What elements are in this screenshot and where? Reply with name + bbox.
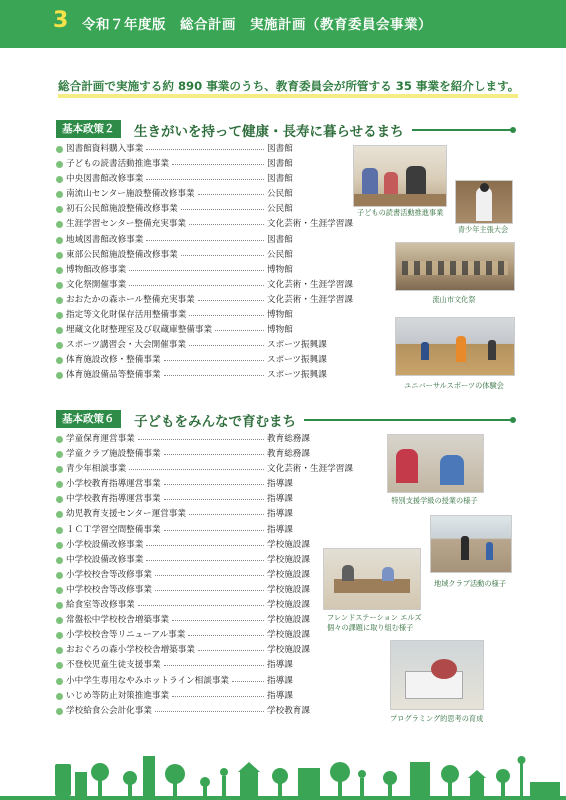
bullet-icon (56, 297, 63, 304)
department-name: 学校施設課 (267, 615, 310, 626)
list-item (56, 172, 366, 187)
department-name: 指導課 (267, 690, 293, 701)
bullet-icon (56, 357, 63, 364)
project-name: 学校給食公会計化事業 (66, 705, 152, 716)
leader-dots (146, 149, 264, 151)
bullet-icon (56, 572, 63, 579)
project-name: 学童クラブ施設整備事業 (66, 449, 161, 460)
photo-caption: 個々の課題に取り組む様子 (327, 623, 414, 632)
department-name: 指導課 (267, 494, 293, 505)
leader-dots (189, 315, 264, 317)
department-name: 教育総務課 (267, 434, 310, 444)
policy-badge: 基本政策６ (56, 410, 121, 428)
project-name: ＩＣＴ学習空間整備事業 (66, 524, 161, 535)
bullet-icon (56, 436, 63, 443)
leader-dots (188, 635, 264, 637)
bullet-icon (56, 176, 63, 183)
list-item (56, 217, 366, 232)
list-item (56, 278, 366, 293)
department-name: 学校施設課 (267, 569, 310, 580)
leader-dots (155, 711, 264, 713)
bullet-icon (56, 282, 63, 289)
section-heading (56, 410, 516, 430)
leader-dots (181, 255, 264, 257)
leader-dots (164, 484, 264, 486)
programming-education-photo (390, 640, 484, 710)
project-name: 地域図書館改修事業 (66, 234, 144, 245)
department-name: スポーツ振興課 (267, 370, 327, 381)
policy-badge: 基本政策２ (56, 120, 121, 138)
bullet-icon (56, 161, 63, 168)
leader-dots (146, 545, 264, 547)
leader-dots (138, 605, 264, 607)
list-item (56, 462, 366, 477)
photo-caption: 青少年主張大会 (457, 225, 509, 234)
project-name: 小学校教育指導運営事業 (66, 479, 161, 490)
leader-dots (189, 224, 264, 226)
leader-dots (172, 696, 264, 698)
department-name: 図書館 (267, 174, 293, 185)
project-list (56, 142, 366, 384)
leader-dots (146, 179, 264, 181)
leader-dots (138, 439, 264, 441)
leader-dots (164, 375, 264, 377)
project-name: 文化祭開催事業 (66, 279, 127, 290)
leader-dots (129, 469, 264, 471)
project-name: 給食室等改修事業 (66, 600, 135, 611)
project-name: 図書館資料購入事業 (66, 144, 144, 154)
project-name: 小中学生専用なやみホットライン相談事業 (66, 675, 230, 686)
page-title: 令和７年度版 総合計画 実施計画（教育委員会事業） (82, 17, 432, 33)
list-item (56, 507, 366, 522)
list-item (56, 233, 366, 248)
project-name: 体育施設改修・整備事業 (66, 355, 161, 366)
project-name: 不登校児童生徒支援事業 (66, 660, 161, 671)
department-name: 図書館 (267, 144, 293, 154)
list-item (56, 338, 366, 353)
list-item (56, 643, 366, 658)
bullet-icon (56, 693, 63, 700)
bullet-icon (56, 617, 63, 624)
list-item (56, 447, 366, 462)
photo-caption: 子どもの読書活動推進事業 (357, 208, 444, 217)
leader-dots (129, 270, 264, 272)
project-name: 幼児教育支援センター運営事業 (66, 509, 186, 520)
bullet-icon (56, 587, 63, 594)
project-name: 小学校校舎等改修事業 (66, 569, 152, 580)
department-name: スポーツ振興課 (267, 355, 327, 366)
project-name: 博物館改修事業 (66, 264, 127, 275)
bullet-icon (56, 481, 63, 488)
project-name: 生涯学習センター整備充実事業 (66, 219, 186, 230)
project-name: 埋蔵文化財整理室及び収蔵庫整備事業 (66, 325, 213, 336)
youth-speech-photo (455, 180, 513, 224)
leader-dots (198, 650, 264, 652)
bullet-icon (56, 527, 63, 534)
photo-caption: プログラミング的思考の育成 (390, 714, 484, 723)
leader-dots (164, 665, 264, 667)
leader-dots (164, 360, 264, 362)
list-item (56, 263, 366, 278)
leader-dots (172, 164, 264, 166)
project-name: 小学校設備改修事業 (66, 539, 144, 550)
intro-text: 総合計画で実施する約 890 事業のうち、教育委員会が所管する 35 事業を紹介します。 (58, 79, 520, 93)
department-name: 文化芸術・生涯学習課 (267, 219, 353, 230)
department-name: 博物館 (267, 310, 293, 321)
bullet-icon (56, 466, 63, 473)
list-item (56, 689, 366, 704)
project-name: 中央図書館改修事業 (66, 174, 144, 185)
leader-dots (146, 560, 264, 562)
list-item (56, 323, 366, 338)
photo-caption: 地域クラブ活動の様子 (434, 579, 506, 588)
leader-dots (198, 300, 264, 302)
page-header (0, 0, 566, 48)
bullet-icon (56, 372, 63, 379)
bullet-icon (56, 557, 63, 564)
list-item (56, 353, 366, 368)
reading-activity-photo (353, 145, 447, 207)
list-item (56, 157, 366, 172)
community-club-photo (430, 515, 512, 573)
bullet-icon (56, 252, 63, 259)
department-name: 学校施設課 (267, 584, 310, 595)
department-name: 教育総務課 (267, 449, 310, 460)
universal-sports-photo (395, 317, 515, 376)
project-name: 小学校校舎等リニューアル事業 (66, 630, 186, 641)
bullet-icon (56, 708, 63, 715)
project-name: 学童保育運営事業 (66, 434, 135, 444)
list-item (56, 293, 366, 308)
department-name: 指導課 (267, 524, 293, 535)
bullet-icon (56, 662, 63, 669)
city-culture-festival-photo (395, 242, 515, 291)
section-heading (56, 120, 516, 140)
department-name: 公民館 (267, 249, 293, 260)
project-name: おおぐろの森小学校校舎増築事業 (66, 645, 195, 656)
department-name: 文化芸術・生涯学習課 (267, 294, 353, 305)
department-name: 指導課 (267, 675, 293, 686)
project-name: いじめ等防止対策推進事業 (66, 690, 170, 701)
department-name: スポーツ振興課 (267, 340, 327, 351)
list-item (56, 613, 366, 628)
list-item (56, 142, 366, 157)
project-name: 初石公民館施設整備改修事業 (66, 204, 178, 215)
list-item (56, 202, 366, 217)
project-name: 中学校教育指導運営事業 (66, 494, 161, 505)
bullet-icon (56, 327, 63, 334)
list-item (56, 368, 366, 383)
project-name: 子どもの読書活動推進事業 (66, 159, 170, 170)
photo-caption: フレンドステーション エルズ (327, 613, 422, 622)
project-name: 南流山センター施設整備改修事業 (66, 189, 195, 200)
bullet-icon (56, 647, 63, 654)
leader-dots (215, 330, 264, 332)
leader-dots (189, 514, 264, 516)
bullet-icon (56, 146, 63, 153)
list-item (56, 477, 366, 492)
department-name: 学校教育課 (267, 705, 310, 716)
department-name: 博物館 (267, 264, 293, 275)
department-name: 学校施設課 (267, 554, 310, 565)
department-name: 指導課 (267, 660, 293, 671)
heading-rule (304, 419, 513, 421)
bullet-icon (56, 342, 63, 349)
list-item (56, 658, 366, 673)
department-name: 文化芸術・生涯学習課 (267, 464, 353, 475)
list-item (56, 432, 366, 447)
project-name: おおたかの森ホール整備充実事業 (66, 294, 195, 305)
list-item (56, 553, 366, 568)
leader-dots (189, 345, 264, 347)
project-list (56, 432, 366, 719)
bullet-icon (56, 542, 63, 549)
section-title: 生きがいを持って健康・長寿に暮らせるまち (134, 124, 404, 140)
list-item (56, 628, 366, 643)
leader-dots (164, 454, 264, 456)
department-name: 学校施設課 (267, 645, 310, 656)
list-item (56, 523, 366, 538)
list-item (56, 674, 366, 689)
project-name: 東部公民館施設整備改修事業 (66, 249, 178, 260)
list-item (56, 187, 366, 202)
department-name: 図書館 (267, 234, 293, 245)
photo-caption: ユニバーサルスポーツの体験会 (404, 381, 504, 390)
project-name: 中学校校舎等改修事業 (66, 584, 152, 595)
department-name: 図書館 (267, 159, 293, 170)
bullet-icon (56, 237, 63, 244)
project-name: 指定等文化財保存活用整備事業 (66, 310, 187, 321)
leader-dots (146, 240, 264, 242)
leader-dots (172, 620, 264, 622)
leader-dots (155, 575, 264, 577)
department-name: 学校施設課 (267, 539, 310, 550)
project-name: スポーツ講習会・大会開催事業 (66, 340, 186, 351)
department-name: 博物館 (267, 325, 293, 336)
project-name: 青少年相談事業 (66, 464, 127, 475)
list-item (56, 598, 366, 613)
heading-rule (412, 129, 513, 131)
bullet-icon (56, 496, 63, 503)
list-item (56, 248, 366, 263)
bullet-icon (56, 678, 63, 685)
list-item (56, 568, 366, 583)
leader-dots (164, 499, 264, 501)
department-name: 指導課 (267, 509, 293, 520)
leader-dots (198, 194, 264, 196)
list-item (56, 308, 366, 323)
department-name: 文化芸術・生涯学習課 (267, 279, 353, 290)
bullet-icon (56, 602, 63, 609)
bullet-icon (56, 191, 63, 198)
leader-dots (155, 590, 264, 592)
department-name: 公民館 (267, 189, 293, 200)
photo-caption: 流山市文化祭 (432, 295, 476, 304)
project-name: 中学校設備改修事業 (66, 554, 144, 565)
leader-dots (181, 209, 264, 211)
project-name: 常盤松中学校校舎増築事業 (66, 615, 170, 626)
section-title: 子どもをみんなで育むまち (134, 414, 296, 430)
photo-caption: 特別支援学級の授業の様子 (391, 496, 478, 505)
department-name: 公民館 (267, 204, 293, 215)
department-name: 指導課 (267, 479, 293, 490)
leader-dots (164, 530, 264, 532)
leader-dots (129, 285, 264, 287)
list-item (56, 492, 366, 507)
town-silhouette-illustration (0, 742, 566, 800)
bullet-icon (56, 267, 63, 274)
friend-station-photo (323, 548, 421, 610)
intro-highlight (58, 94, 518, 98)
bullet-icon (56, 451, 63, 458)
special-support-class-photo (387, 434, 484, 493)
project-name: 体育施設備品等整備事業 (66, 370, 161, 381)
list-item (56, 538, 366, 553)
list-item (56, 704, 366, 719)
leader-dots (232, 681, 264, 683)
bullet-icon (56, 221, 63, 228)
bullet-icon (56, 312, 63, 319)
department-name: 学校施設課 (267, 630, 310, 641)
department-name: 学校施設課 (267, 600, 310, 611)
bullet-icon (56, 511, 63, 518)
bullet-icon (56, 632, 63, 639)
bullet-icon (56, 206, 63, 213)
list-item (56, 583, 366, 598)
page-number: 3 (53, 8, 69, 33)
